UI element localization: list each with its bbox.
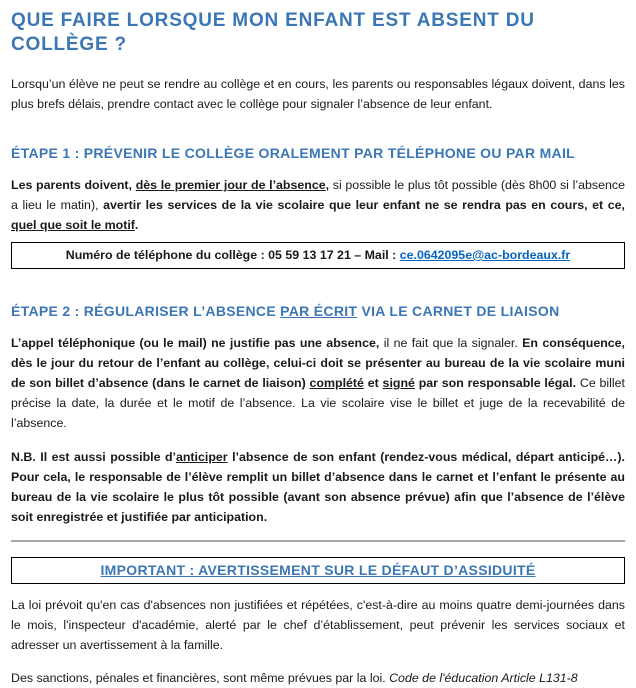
text-segment: Les parents doivent, [11,178,136,192]
text-segment: PAR ÉCRIT [280,303,358,319]
text-segment: signé [382,376,415,390]
email-link[interactable]: ce.0642095e@ac-bordeaux.fr [399,248,571,262]
text-segment: Code de l'éducation Article L131-8 [389,671,578,685]
text-segment: l’absence de son enfant (rendez-vous médical, départ anticipé…). Pour cela, le responsable de l’élève remplit un billet d’absence dans le carnet et l’enfant le présente au bureau de la vie scolaire le plus tôt possible (avant son absence prévue) afin que l’absence de l’élève soit enregistrée et justifiée par anticipation. [11,450,625,524]
important-box [11,557,625,584]
intro-paragraph: Lorsqu’un élève ne peut se rendre au collège et en cours, les parents ou responsables légaux doivent, dans les plus brefs délais, prendre contact avec le collège pour signaler l’absence de leur enfant. [11,77,625,111]
text-segment: et [363,376,383,390]
contact-line [16,245,620,266]
nb-paragraph [11,447,625,527]
step1-paragraph [11,175,625,235]
text-segment: il ne fait que la signaler. [379,336,523,350]
step2-paragraph [11,333,625,433]
text-segment: par son responsable légal. [414,376,577,390]
law-paragraph: La loi prévoit qu'en cas d'absences non justifiées et répétées, c'est-à-dire au moins quatre demi-journées dans le mois, l'inspecteur d'académie, alerté par le chef d’établissement, peut prévenir les services sociaux et adresser un avertissement à la famille. [11,598,625,652]
document-title: QUE FAIRE LORSQUE MON ENFANT EST ABSENT DU COLLÈGE ? [11,10,535,55]
text-segment: L’appel téléphonique (ou le mail) ne justifie pas une absence, [11,336,380,350]
text-segment: si possible le plus tôt possible (dès 8h00 si l’absence a lieu le matin), [11,178,625,212]
text-segment: VIA LE CARNET DE LIAISON [357,303,560,319]
text-segment: complété [309,376,364,390]
step1-heading: ÉTAPE 1 : PRÉVENIR LE COLLÈGE ORALEMENT PAR TÉLÉPHONE OU PAR MAIL [11,145,575,161]
text-segment: Numéro de téléphone du collège : 05 59 13 17 21 – Mail : [65,248,400,262]
text-segment: . [134,218,139,232]
contact-box [11,242,625,269]
step2-heading [11,302,625,320]
text-segment: quel que soit le motif [11,218,135,232]
text-segment: En conséquence, dès le jour du retour de l’enfant au collège, celui-ci doit se présenter au bureau de la vie scolaire muni de son billet d’absence (dans le carnet de liaison) [11,336,625,390]
text-segment: anticiper [175,450,228,464]
text-segment: , [325,178,333,192]
sanctions-paragraph [11,668,625,688]
text-segment: Ce billet précise la date, la durée et le motif de l’absence. La vie scolaire vise le billet et juge de la recevabilité de l’absence. [11,376,625,430]
text-segment: dès le premier jour de l’absence [135,178,326,192]
important-heading: IMPORTANT : AVERTISSEMENT SUR LE DÉFAUT D’ASSIDUITÉ [100,562,536,578]
text-segment: Des sanctions, pénales et financières, sont même prévues par la loi. [11,671,390,685]
text-segment: N.B. Il est aussi possible d’ [11,450,176,464]
text-segment: avertir les services de la vie scolaire que leur enfant ne se rendra pas en cours, et ce, [103,198,625,212]
section-separator [11,540,625,542]
text-segment: ÉTAPE 2 : RÉGULARISER L’ABSENCE [11,303,281,319]
